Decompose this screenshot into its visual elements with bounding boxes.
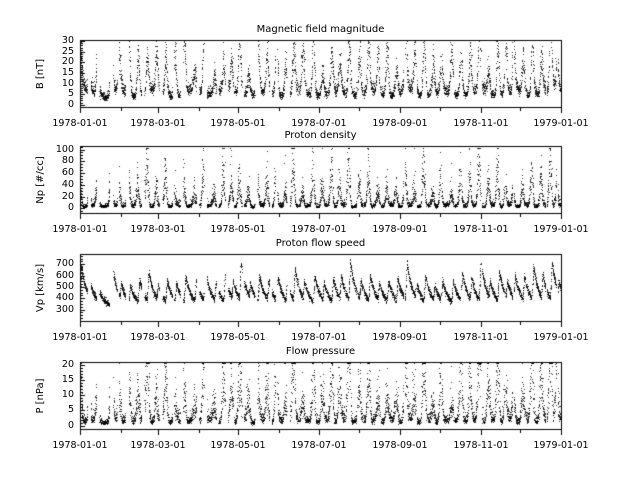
x-tick-label-vp: 1978-11-01 [453,332,509,343]
panel-title-flow-pressure: Flow pressure [285,346,356,357]
y-tick-label-vp: 500 [55,281,74,292]
x-tick-label-b: 1978-11-01 [453,118,509,129]
y-axis-label-b: B [nT] [35,58,46,89]
x-tick-label-p: 1978-11-01 [453,440,509,451]
y-tick-label-np: 0 [67,202,74,213]
y-tick-label-np: 40 [61,179,74,190]
x-tick-label-p: 1978-05-01 [210,440,266,451]
y-tick-label-b: 20 [61,56,74,67]
y-tick-label-np: 100 [55,144,74,155]
y-tick-label-b: 5 [67,88,74,99]
y-tick-label-p: 0 [67,420,74,431]
x-tick-label-vp: 1978-09-01 [372,332,428,343]
x-tick-label-p: 1978-09-01 [372,440,428,451]
y-axis-label-np: Np [#/cc] [35,155,46,204]
x-tick-label-vp: 1978-07-01 [291,332,347,343]
x-tick-label-b: 1978-05-01 [210,118,266,129]
x-tick-label-b: 1978-03-01 [130,118,186,129]
y-tick-label-p: 20 [61,359,74,370]
x-tick-label-p: 1978-07-01 [291,440,347,451]
y-tick-label-vp: 300 [55,304,74,315]
x-tick-label-np: 1978-07-01 [291,224,347,235]
y-tick-label-vp: 600 [55,270,74,281]
x-tick-label-np: 1978-05-01 [210,224,266,235]
y-tick-label-p: 5 [67,404,74,415]
y-tick-label-np: 60 [61,167,74,178]
panel-title-magnetic-field: Magnetic field magnitude [256,24,385,35]
x-tick-label-np: 1978-03-01 [130,224,186,235]
x-tick-label-p: 1978-03-01 [130,440,186,451]
y-tick-label-vp: 700 [55,258,74,269]
y-tick-label-p: 15 [61,374,74,385]
y-tick-label-b: 0 [67,99,74,110]
x-tick-label-np: 1978-09-01 [372,224,428,235]
y-axis-label-p: P [nPa] [35,377,46,414]
x-tick-label-vp: 1978-01-01 [52,332,108,343]
x-tick-label-b: 1979-01-01 [533,118,589,129]
x-tick-label-vp: 1978-03-01 [130,332,186,343]
x-tick-label-b: 1978-01-01 [52,118,108,129]
x-tick-label-p: 1979-01-01 [533,440,589,451]
x-tick-label-b: 1978-09-01 [372,118,428,129]
y-tick-label-b: 25 [61,46,74,57]
y-tick-label-vp: 400 [55,292,74,303]
y-tick-label-np: 20 [61,191,74,202]
y-tick-label-b: 10 [61,78,74,89]
x-tick-label-vp: 1979-01-01 [533,332,589,343]
y-tick-label-np: 80 [61,155,74,166]
panel-title-proton-flow-speed: Proton flow speed [275,238,366,249]
x-tick-label-b: 1978-07-01 [291,118,347,129]
y-tick-label-b: 30 [61,35,74,46]
panel-title-proton-density: Proton density [284,130,357,141]
x-tick-label-np: 1978-01-01 [52,224,108,235]
y-axis-label-vp: Vp [km/s] [35,263,46,312]
x-tick-label-vp: 1978-05-01 [210,332,266,343]
x-tick-label-np: 1979-01-01 [533,224,589,235]
x-tick-label-p: 1978-01-01 [52,440,108,451]
y-tick-label-p: 10 [61,389,74,400]
x-tick-label-np: 1978-11-01 [453,224,509,235]
y-tick-label-b: 15 [61,67,74,78]
